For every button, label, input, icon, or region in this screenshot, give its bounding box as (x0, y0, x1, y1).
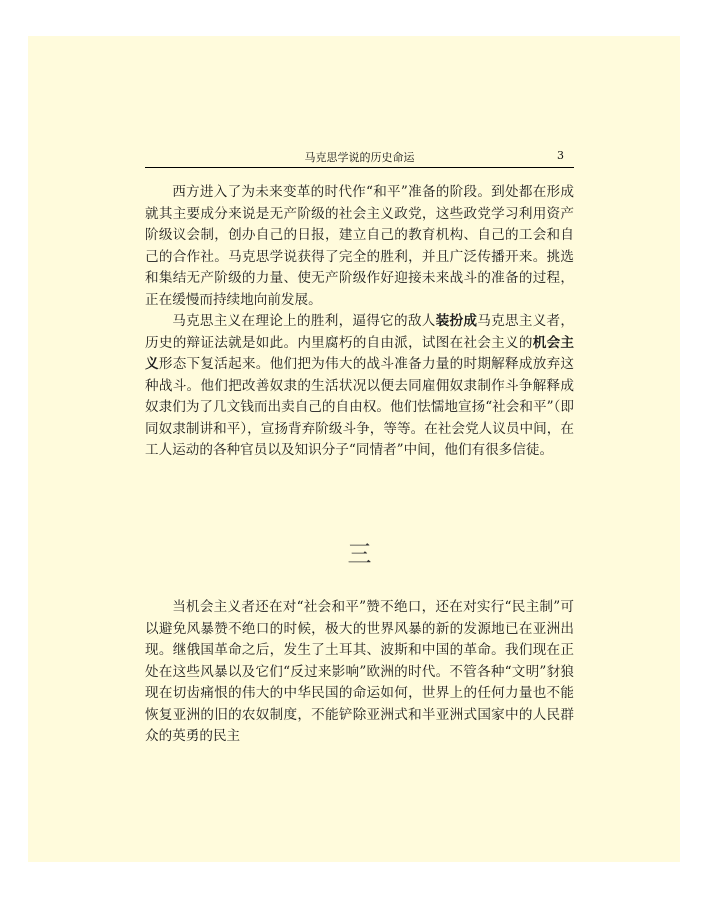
emphasis-opportunism: 机会主义 (145, 334, 575, 372)
text-block-2 (145, 597, 574, 748)
page-number: 3 (557, 149, 564, 162)
section-heading: 三 (347, 540, 372, 568)
running-header (145, 149, 574, 168)
paragraph-2-text-a: 马克思主义在理论上的胜利，逼得它的敌人 (172, 313, 436, 329)
emphasis-disguise: 装扮成 (435, 313, 478, 329)
paragraph-3: 当机会主义者还在对“社会和平”赞不绝口，还在对实行“民主制”可以避免风暴赞不绝口的时候，极大的世界风暴的新的发源地已在亚洲出现。继俄国革命之后，发生了土耳其、波斯和中国的革命。我们现在正处在这些风暴以及它们“反过来影响”欧洲的时代。不管各种“文明”豺狼现在切齿痛恨的伟大的中华民国的命运如何，世界上的任何力量也不能恢复亚洲的旧的农奴制度，不能铲除亚洲式和半亚洲式国家中的人民群众的英勇的民主 (145, 599, 574, 744)
paragraph-2-text-b: 马克思主义者，历史的辩证法就是如此。内里腐朽的自由派，试图在社会主义的 (145, 313, 575, 351)
paragraph-1: 西方进入了为未来变革的时代作“和平”准备的阶段。到处都在形成就其主要成分来说是无产阶级的社会主义政党，这些政党学习利用资产阶级议会制，创办自己的日报，建立自己的教育机构、自己的工会和自己的合作社。马克思学说获得了完全的胜利，并且广泛传播开来。挑选和集结无产阶级的力量、使无产阶级作好迎接未来战斗的准备的过程，正在缓慢而持续地向前发展。 (145, 184, 574, 308)
paragraph-2-text-c: 形态下复活起来。他们把为伟大的战斗准备力量的时期解释成放弃这种战斗。他们把改善奴隶的生活状况以便去同雇佣奴隶制作斗争解释成奴隶们为了几文钱而出卖自己的自由权。他们怯懦地宣扬“社会和平”（即同奴隶制讲和平），宣扬背弃阶级斗争，等等。在社会党人议员中间，在工人运动的各种官员以及知识分子“同情者”中间，他们有很多信徒。 (145, 356, 575, 458)
paragraph-2 (145, 311, 574, 462)
header-title: 马克思学说的历史命运 (304, 151, 415, 164)
text-block-1 (145, 182, 574, 462)
